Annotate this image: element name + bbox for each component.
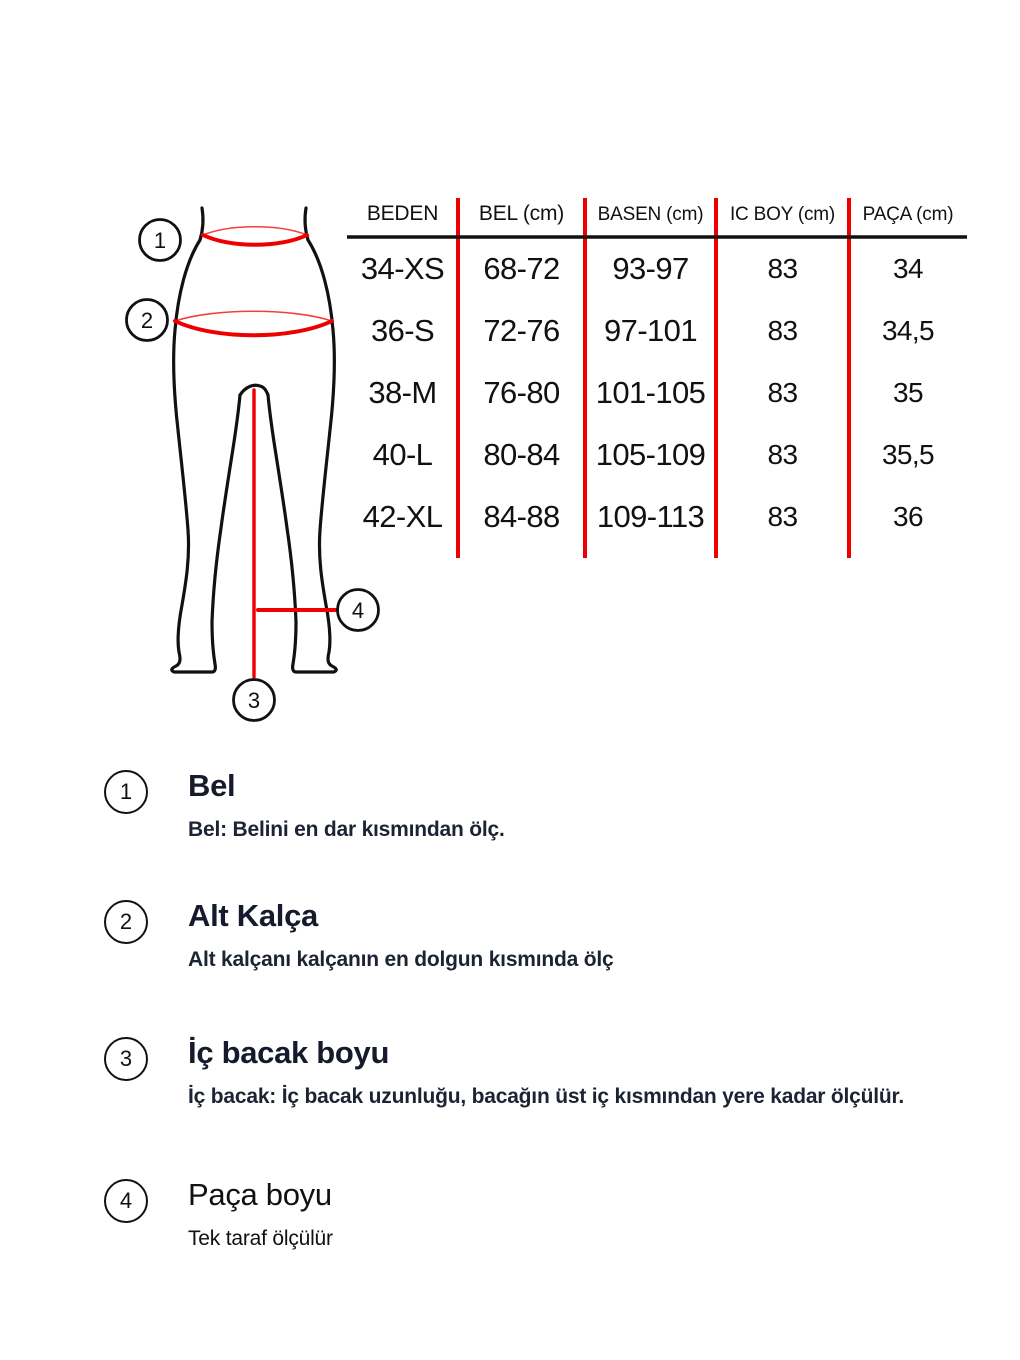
cell-beden: 36-S — [370, 313, 435, 348]
cell-ic-boy: 83 — [767, 253, 798, 284]
legend-desc-alt-kalca: Alt kalçanı kalçanın en dolgun kısmında ölç — [188, 947, 614, 971]
cell-basen: 109-113 — [596, 499, 705, 534]
column-header-beden: BEDEN — [366, 202, 439, 225]
legend-desc-ic-bacak-boyu: İç bacak: İç bacak uzunluğu, bacağın üst iç kısmından yere kadar ölçülür. — [188, 1084, 904, 1108]
cell-paca: 34,5 — [881, 315, 935, 346]
table-row — [347, 424, 967, 486]
legend-title-paca-boyu: Paça boyu — [188, 1177, 332, 1212]
legend-item-alt-kalca — [104, 900, 954, 1035]
legend-marker-3: 3 — [104, 1037, 148, 1081]
diagram-marker-3 — [234, 680, 275, 721]
measurement-legend — [104, 768, 954, 1293]
cell-basen: 105-109 — [595, 437, 706, 472]
cell-ic-boy: 83 — [767, 377, 798, 408]
legend-marker-4: 4 — [104, 1179, 148, 1223]
cell-ic-boy: 83 — [767, 439, 798, 470]
cell-bel: 76-80 — [483, 375, 560, 410]
hip-measure-line — [175, 321, 332, 335]
legend-title-alt-kalca: Alt Kalça — [188, 898, 318, 933]
column-header-basen: BASEN (cm) — [597, 204, 704, 225]
legend-item-paca-boyu — [104, 1179, 954, 1289]
table-row — [347, 486, 967, 548]
column-header-paca: PAÇA (cm) — [862, 204, 954, 225]
cell-paca: 35,5 — [881, 439, 935, 470]
cell-bel: 72-76 — [483, 313, 560, 348]
legend-item-bel — [104, 770, 954, 898]
cell-bel: 84-88 — [483, 499, 560, 534]
table-row — [347, 362, 967, 424]
cell-beden: 34-XS — [360, 251, 445, 286]
legend-item-ic-bacak-boyu — [104, 1037, 954, 1177]
cell-basen: 93-97 — [612, 251, 689, 286]
cell-bel: 80-84 — [483, 437, 560, 472]
column-header-ic-boy: IC BOY (cm) — [729, 204, 836, 225]
legend-desc-bel: Bel: Belini en dar kısmından ölç. — [188, 817, 505, 841]
size-table — [347, 196, 967, 562]
cell-paca: 35 — [893, 377, 923, 408]
legend-marker-1: 1 — [104, 770, 148, 814]
table-row — [347, 238, 967, 300]
diagram-marker-1 — [140, 220, 181, 261]
diagram-marker-2 — [127, 300, 168, 341]
cell-beden: 40-L — [372, 437, 433, 472]
cell-paca: 34 — [893, 253, 923, 284]
diagram-marker-4 — [338, 590, 379, 631]
diagram-marker-2-label: 2 — [140, 308, 154, 333]
size-table-grid — [347, 196, 967, 548]
cell-paca: 36 — [893, 501, 923, 532]
waist-measure-line — [203, 235, 307, 245]
diagram-marker-4-label: 4 — [351, 598, 365, 623]
cell-beden: 42-XL — [362, 499, 443, 534]
diagram-marker-1-label: 1 — [153, 228, 167, 253]
cell-ic-boy: 83 — [767, 315, 798, 346]
legend-marker-2: 2 — [104, 900, 148, 944]
cell-beden: 38-M — [368, 375, 437, 410]
table-row — [347, 300, 967, 362]
cell-basen: 101-105 — [595, 375, 706, 410]
legend-desc-paca-boyu: Tek taraf ölçülür — [188, 1226, 333, 1250]
legend-title-ic-bacak-boyu: İç bacak boyu — [188, 1035, 390, 1070]
column-header-bel: BEL (cm) — [478, 202, 565, 225]
legend-title-bel: Bel — [188, 768, 236, 803]
cell-bel: 68-72 — [483, 251, 560, 286]
cell-ic-boy: 83 — [767, 501, 798, 532]
hip-measure-line-back — [175, 311, 332, 321]
waist-measure-line-back — [203, 227, 307, 235]
cell-basen: 97-101 — [604, 313, 697, 348]
table-header-row — [347, 196, 967, 238]
diagram-marker-3-label: 3 — [247, 688, 261, 713]
